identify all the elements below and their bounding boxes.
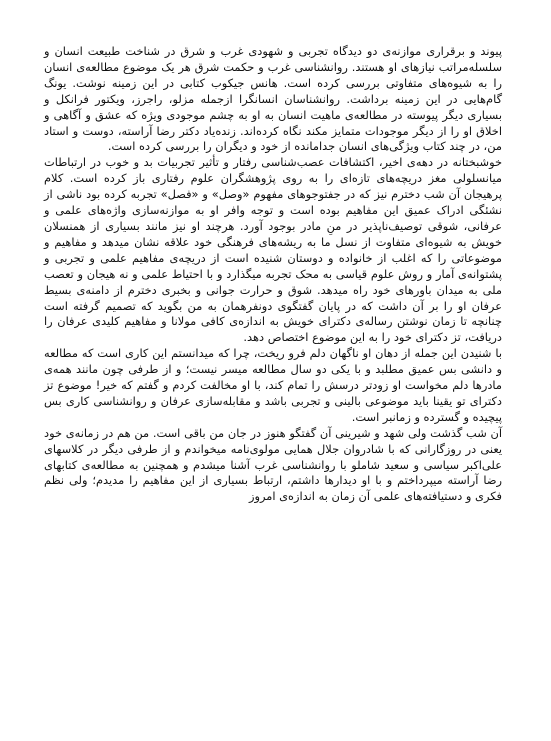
paragraph-3: با شنیدن این جمله از دهان او ناگهان دلم فرو ریخت، چرا که میدانستم این کاری است که مطالعه و دانشی بس عمیق مطلبد و با یکی دو سال مطالعه میسر نیست؛ و از طرفی چون مانند همه‌ی مادرها دلم مخواست او زودتر درسش را تمام کند، با او مخالفت کردم و گفتم که خیر! موضوع تز دکترای تو یقینا باید موضوعی بالینی و تجربی باشد و مقابله‌سازی عرفان و روانشناسی کاری بس پیچیده و گسترده و زمانبر است. <box>44 346 502 424</box>
paragraph-2: خوشبختانه در دهه‌ی اخیر، اکتشافات عصب‌شناسی رفتار و تأثیر تجربیات بد و خوب در ارتباطات میانسلولی مغز دریچه‌های تازه‌ای را به روی پژوهشگران علوم رفتاری باز کرده است. کلام پرهیجان آن شب دخترم نیز که در جفتوجوهای مفهوم «وصل» و «فصل» تجربه کرده بود ناشی از نشئگی ادراک عمیق این مفاهیم بوده است و توجه وافر او به موازنه‌سازی واژه‌های علمی و عرفانی، شوقی توصیف‌ناپذیر در منِ مادر بوجود آورد. هرچند او نیز مانند بسیاری از همنسلان خویش به شیوه‌ای متفاوت از نسل ما به ریشه‌های فرهنگی خود علاقه نشان میدهد و مفاهیم و موضوعاتی را که اغلب از خانواده و دوستان شنیده است از دریچه‌ی مفاهیم علمی و تجربی و پشتوانه‌ی آمار و روش علوم قیاسی به محک تجربه میگذارد و با احتیاط علمی و نه هیجان و تعصب ملی به میدان باورهای خود راه میدهد. شوق و حرارت جوانی و بخبری دخترم از دامنه‌ی بسیط عرفان او را بر آن داشت که در پایان گفتگوی دونفرهمان به من بگوید که تصمیم گرفته است چنانچه تا زمان نوشتن رساله‌ی دکترای خویش به اندازه‌ی کافی مولانا و مفاهیم کلیدی عرفان را دریافت، تز دکترای خود را به این موضوع اختصاص دهد. <box>44 155 502 345</box>
paragraph-1: پیوند و برقراری موازنه‌ی دو دیدگاه تجربی و شهودی غرب و شرق در شناخت طبیعت انسان و سلسله‌مراتب نیازهای او هستند. روانشناسی غرب و حکمت شرق هر یک موضوع مطالعه‌ی انسان را به شیوه‌های متفاوتی بررسی کرده است. هانس جیکوب کتابی در این زمینه نوشت. یونگ گام‌هایی در این زمینه برداشت. روانشناسان انسانگرا ازجمله مزلو، راجرز، ویکتور فرانکل و بسیاری دیگر پیوسته در مطالعه‌ی ماهیت انسان به او به چشم موجودی ویژه که عشق و آگاهی و اخلاق او را از دیگر موجودات متمایز مکند نگاه کرده‌اند. زنده‌یاد دکتر رضا آراسته، دوست و استاد من، در چند کتاب ویژگی‌های انسان جدامانده از خود و دیگران را بررسی کرده است. <box>44 44 502 154</box>
body-text <box>44 44 502 505</box>
paragraph-4: آن شب گذشت ولی شهد و شیرینی آن گفتگو هنوز در جان من باقی است. من هم در زمانه‌ی خود یعنی در روزگارانی که با شادروان جلال همایی مولوی‌نامه میخواندم و از طرفی دیگر در کلاسهای علی‌اکبر سیاسی و سعید شاملو با روانشناسی غرب آشنا میشدم و همچنین به مطالعه‌ی کتابهای رضا آراسته میپرداختم و با او دیدارها داشتم، ارتباط بسیاری از این مفاهیم را مدیدم؛ ولی نظم فکری و دستیافته‌های علمی آن زمان به اندازه‌ی امروز <box>44 425 502 504</box>
